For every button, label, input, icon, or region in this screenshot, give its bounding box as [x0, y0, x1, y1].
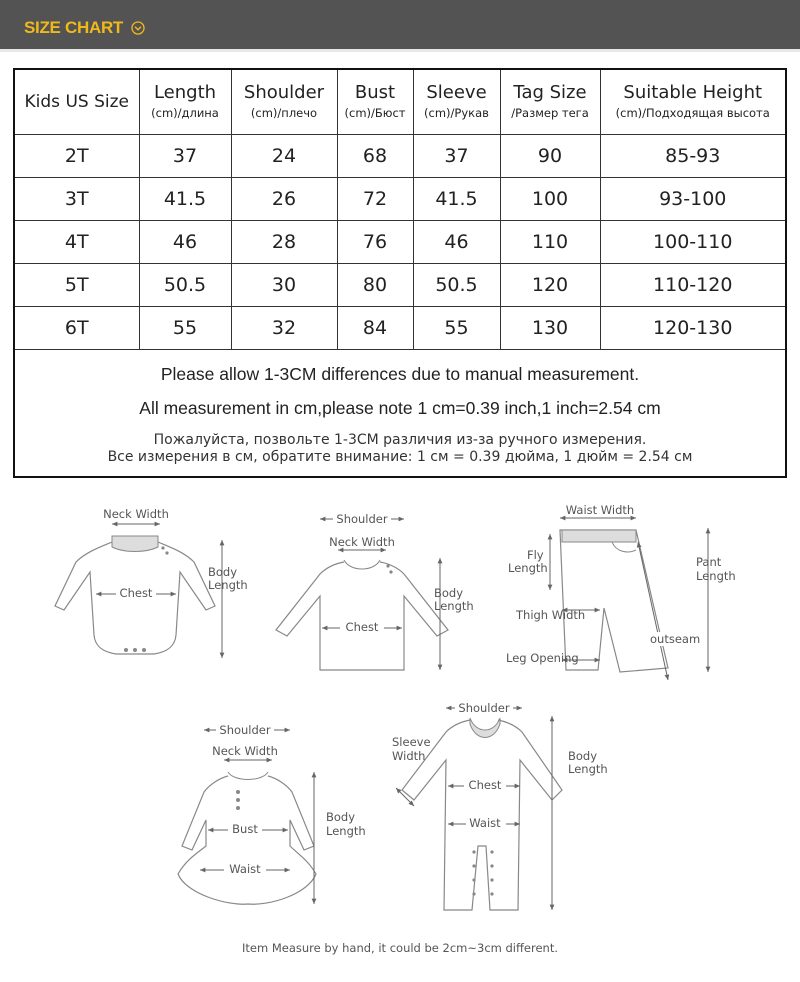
table-cell: 120: [500, 264, 600, 307]
bodysuit-length-label: Length: [208, 578, 248, 592]
table-cell: 55: [413, 307, 500, 350]
pants-thigh-width-label: Thigh Width: [516, 608, 586, 622]
dress-buttons: [236, 790, 240, 810]
size-chart-header: [0, 0, 800, 52]
column-header-kids-us-size: Kids US Size: [14, 69, 139, 135]
shirt-chest-label: Chest: [345, 620, 379, 634]
table-cell: 50.5: [139, 264, 231, 307]
table-cell: 72: [337, 178, 413, 221]
shirt-collar: [344, 560, 380, 569]
table-cell: 46: [139, 221, 231, 264]
bodysuit-chest-label: Chest: [119, 586, 153, 600]
note-line-3: Пожалуйста, позвольте 1-3CM различия из-за ручного измерения.: [153, 431, 647, 448]
table-row: [14, 221, 786, 264]
romper-length-label: Length: [568, 762, 608, 776]
table-header-row: [14, 69, 786, 135]
table-cell: 5T: [14, 264, 139, 307]
table-cell: 90: [500, 135, 600, 178]
column-header-bust: Bust (cm)/Бюст: [337, 69, 413, 135]
bodysuit-collar: [112, 536, 158, 552]
romper-shoulder-label: Shoulder: [458, 701, 510, 715]
table-row: [14, 178, 786, 221]
table-cell: 46: [413, 221, 500, 264]
table-cell: 3T: [14, 178, 139, 221]
table-cell: 26: [231, 178, 337, 221]
table-row: [14, 264, 786, 307]
footnote: Item Measure by hand, it could be 2cm~3cm different.: [241, 941, 559, 955]
bodysuit-diagram: [55, 507, 248, 658]
table-cell: 30: [231, 264, 337, 307]
column-header-sleeve: Sleeve (cm)/Рукав: [413, 69, 500, 135]
note-line-4: Все измерения в см, обратите внимание: 1 см = 0.39 дюйма, 1 дюйм = 2.54 см: [107, 448, 693, 465]
table-cell: 76: [337, 221, 413, 264]
shirt-shoulder-label: Shoulder: [336, 512, 388, 526]
dress-diagram: [178, 722, 366, 904]
table-cell: 68: [337, 135, 413, 178]
table-row: [14, 307, 786, 350]
bodysuit-body-label: Body: [208, 565, 238, 579]
table-cell: 55: [139, 307, 231, 350]
bodysuit-neck-width-label: Neck Width: [103, 507, 169, 521]
table-cell: 110-120: [600, 264, 786, 307]
romper-chest-label: Chest: [468, 778, 502, 792]
dress-shoulder-label: Shoulder: [219, 723, 271, 737]
table-row: [14, 135, 786, 178]
shirt-neck-width-label: Neck Width: [329, 535, 395, 549]
circle-chevron-down-icon: [131, 21, 145, 35]
romper-diagram: [392, 700, 608, 910]
pants-pocket: [612, 542, 636, 552]
table-cell: 50.5: [413, 264, 500, 307]
table-cell: 6T: [14, 307, 139, 350]
romper-sleeve-label: Sleeve: [392, 735, 431, 749]
table-cell: 100: [500, 178, 600, 221]
table-cell: 4T: [14, 221, 139, 264]
table-cell: 120-130: [600, 307, 786, 350]
table-cell: 84: [337, 307, 413, 350]
table-cell: 41.5: [139, 178, 231, 221]
table-cell: 32: [231, 307, 337, 350]
column-header-shoulder: Shoulder (cm)/плечо: [231, 69, 337, 135]
dress-waist-label: Waist: [229, 862, 261, 876]
pants-waistband: [562, 530, 636, 542]
pants-fly-length-label: Length: [508, 561, 548, 575]
romper-waist-label: Waist: [469, 816, 501, 830]
table-cell: 41.5: [413, 178, 500, 221]
pants-outseam-arrow: [638, 542, 668, 680]
column-header-length: Length (cm)/длина: [139, 69, 231, 135]
pants-leg-opening-label: Leg Opening: [506, 651, 579, 665]
notes-cell: [14, 350, 786, 478]
measurement-diagrams: [0, 490, 800, 935]
notes-row: [14, 350, 786, 478]
shirt-length-label: Length: [434, 599, 474, 613]
header-title: SIZE CHART: [24, 18, 124, 37]
table-cell: 24: [231, 135, 337, 178]
pants-waist-width-label: Waist Width: [565, 503, 635, 517]
table-cell: 37: [413, 135, 500, 178]
shirt-diagram: [276, 511, 474, 670]
note-line-1: Please allow 1-3CM differences due to manual measurement.: [160, 363, 640, 384]
pants-pant-length-label: Length: [696, 569, 736, 583]
note-line-2: All measurement in cm,please note 1 cm=0.39 inch,1 inch=2.54 cm: [139, 397, 661, 418]
table-cell: 85-93: [600, 135, 786, 178]
table-cell: 2T: [14, 135, 139, 178]
pants-fly-label: Fly: [527, 548, 544, 562]
table-cell: 80: [337, 264, 413, 307]
table-cell: 130: [500, 307, 600, 350]
table-cell: 37: [139, 135, 231, 178]
dress-length-label: Length: [326, 824, 366, 838]
column-header-tag-size: Tag Size /Размер тега: [500, 69, 600, 135]
shirt-body-label: Body: [434, 586, 464, 600]
dress-bust-label: Bust: [232, 822, 258, 836]
table-cell: 100-110: [600, 221, 786, 264]
shirt-outline: [276, 562, 448, 670]
table-cell: 93-100: [600, 178, 786, 221]
romper-collar: [470, 718, 500, 738]
size-table: [13, 68, 787, 478]
dress-outline: [178, 776, 316, 904]
table-cell: 28: [231, 221, 337, 264]
pants-diagram: [506, 503, 736, 680]
pants-outseam-label: outseam: [650, 632, 701, 646]
romper-body-label: Body: [568, 749, 598, 763]
pants-pant-label: Pant: [696, 555, 722, 569]
romper-width-label: Width: [392, 749, 426, 763]
dress-collar: [228, 772, 268, 780]
column-header-suitable-height: Suitable Height (cm)/Подходящая высота: [600, 69, 786, 135]
dress-body-label: Body: [326, 810, 356, 824]
table-cell: 110: [500, 221, 600, 264]
dress-neck-width-label: Neck Width: [212, 744, 278, 758]
